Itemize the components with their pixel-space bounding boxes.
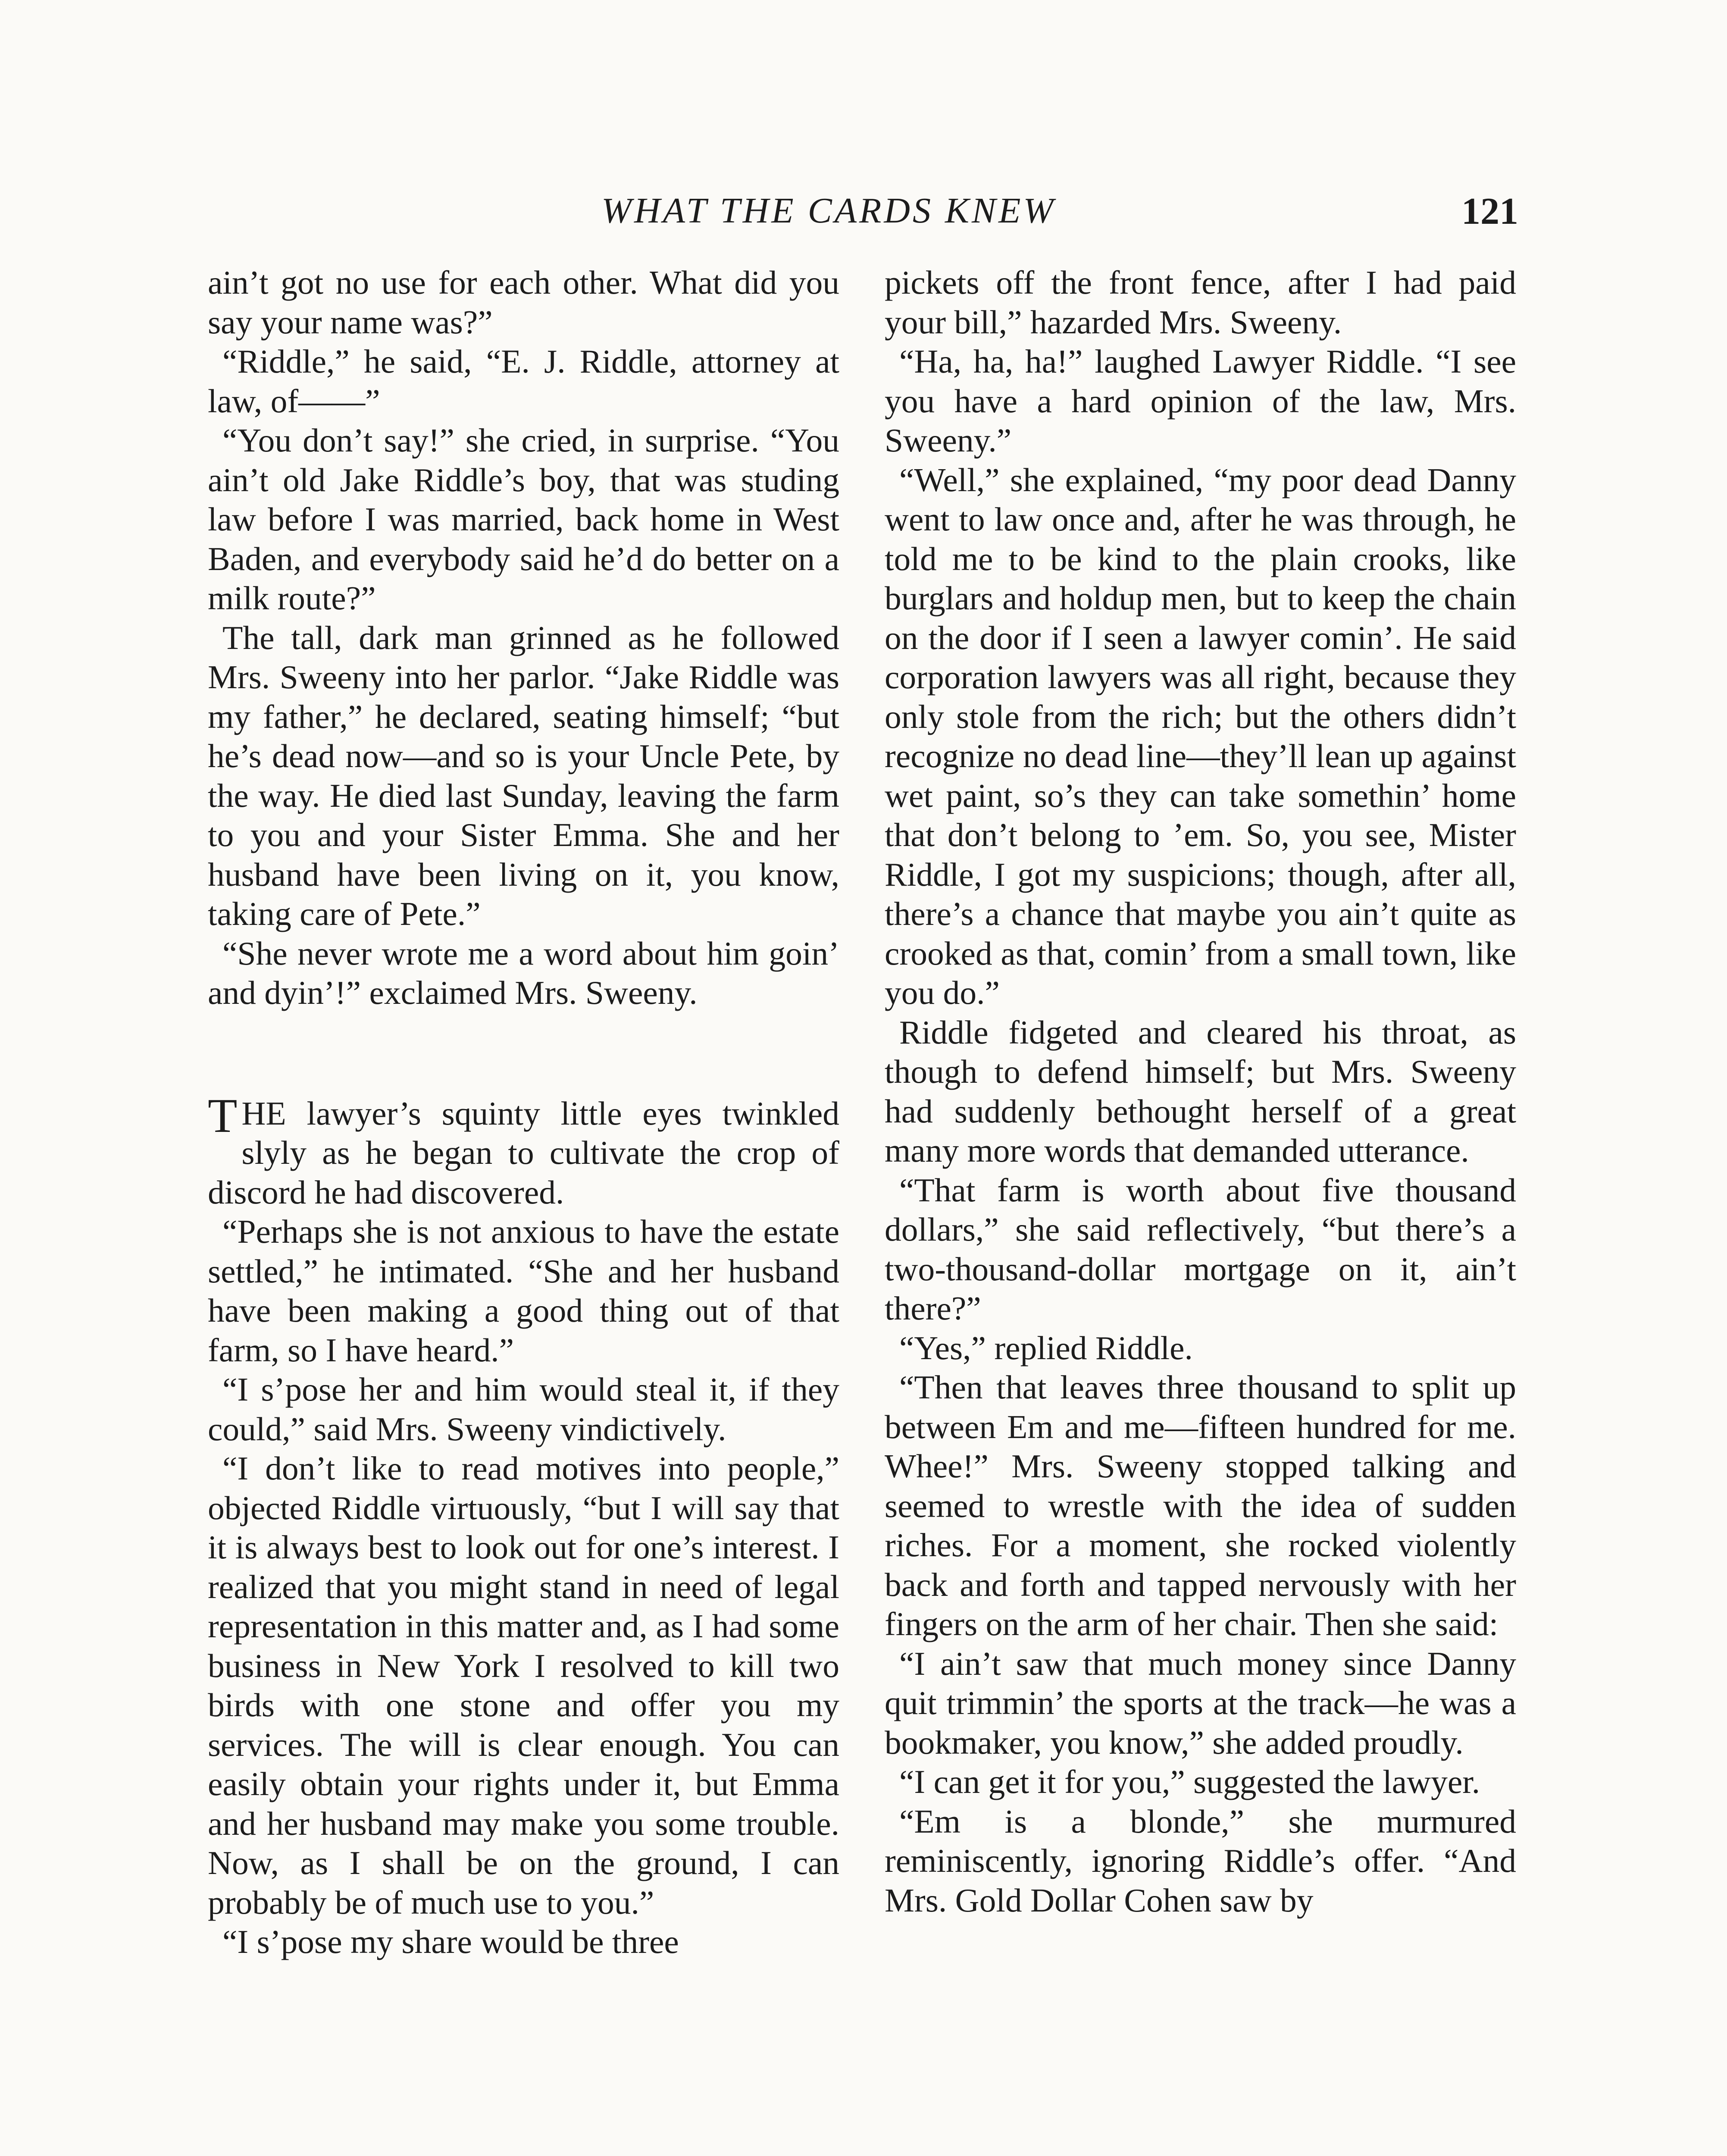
paragraph: “Em is a blonde,” she murmured reminiscently, ignoring Riddle’s offer. “And Mrs. Gold Dollar Cohen saw by: [885, 1802, 1516, 1919]
section-break: [208, 1013, 839, 1094]
paragraph: “I ain’t saw that much money since Danny quit trimmin’ the sports at the track—he was a bookmaker, you know,” she added proudly.: [885, 1645, 1516, 1761]
paragraph: pickets off the front fence, after I had paid your bill,” hazarded Mrs. Sweeny.: [885, 264, 1516, 341]
paragraph: Riddle fidgeted and cleared his throat, as though to defend himself; but Mrs. Sweeny had suddenly bethought herself of a great many more words that demanded utterance.: [885, 1013, 1516, 1169]
running-head: [0, 190, 1727, 237]
running-title: WHAT THE CARDS KNEW: [601, 191, 1056, 231]
paragraph: “Then that leaves three thousand to split up between Em and me—fifteen hundred for me. Whee!” Mrs. Sweeny stopped talking and seemed to wrestle with the idea of sudden riches. For a moment, she rocked violently back and forth and tapped nervously with her fingers on the arm of her chair. Then she said:: [885, 1369, 1516, 1642]
paragraph: “I can get it for you,” suggested the lawyer.: [899, 1763, 1480, 1800]
paragraph: The tall, dark man grinned as he followed Mrs. Sweeny into her parlor. “Jake Riddle was my father,” he declared, seating himself; “but he’s dead now—and so is your Uncle Pete, by the way. He died last Sunday, leaving the farm to you and your Sister Emma. She and her husband have been living on it, you know, taking care of Pete.”: [208, 619, 839, 932]
paragraph: “Riddle,” he said, “E. J. Riddle, attorney at law, of——”: [208, 343, 839, 420]
left-column: [208, 263, 839, 1962]
paragraph: “I don’t like to read motives into people,” objected Riddle virtuously, “but I will say that it is always best to look out for one’s interest. I realized that you might stand in need of legal representation in this matter and, as I had some business in New York I resolved to kill two birds with one stone and offer you my services. The will is clear enough. You can easily obtain your rights under it, but Emma and her husband may make you some trouble. Now, as I shall be on the ground, I can probably be of much use to you.”: [208, 1450, 839, 1921]
paragraph: “She never wrote me a word about him goin’ and dyin’!” exclaimed Mrs. Sweeny.: [208, 934, 839, 1011]
paragraph: “Yes,” replied Riddle.: [899, 1329, 1193, 1366]
drop-cap: T: [208, 1089, 238, 1143]
paragraph: “Ha, ha, ha!” laughed Lawyer Riddle. “I see you have a hard opinion of the law, Mrs. Sweeny.”: [885, 343, 1516, 459]
paragraph: “Perhaps she is not anxious to have the estate settled,” he intimated. “She and her husband have been making a good thing out of that farm, so I have heard.”: [208, 1213, 839, 1369]
paragraph: “Well,” she explained, “my poor dead Danny went to law once and, after he was through, he told me to be kind to the plain crooks, like burglars and holdup men, but to keep the chain on the door if I seen a lawyer comin’. He said corporation lawyers was all right, because they only stole from the rich; but the others didn’t recognize no dead line—they’ll lean up against wet paint, so’s they can take somethin’ home that don’t belong to ’em. So, you see, Mister Riddle, I got my suspicions; though, after all, there’s a chance that maybe you ain’t quite as crooked as that, comin’ from a small town, like you do.”: [885, 461, 1516, 1011]
page-number: 121: [1461, 191, 1518, 232]
paragraph-with-dropcap: [208, 1089, 839, 1213]
paragraph: ain’t got no use for each other. What did you say your name was?”: [208, 264, 839, 341]
right-column: [885, 263, 1516, 1920]
paragraph: “I s’pose my share would be three: [222, 1923, 679, 1960]
paragraph: “That farm is worth about five thousand dollars,” she said reflectively, “but there’s a two-thousand-dollar mortgage on it, ain’t there?”: [885, 1171, 1516, 1327]
paragraph-text: HE lawyer’s squinty little eyes twinkled slyly as he began to cultivate the crop of discord he had discovered.: [208, 1094, 839, 1211]
paragraph: “I s’pose her and him would steal it, if they could,” said Mrs. Sweeny vindictively.: [208, 1371, 839, 1448]
paragraph: “You don’t say!” she cried, in surprise. “You ain’t old Jake Riddle’s boy, that was studing law before I was married, back home in West Baden, and everybody said he’d do better on a milk route?”: [208, 422, 839, 617]
